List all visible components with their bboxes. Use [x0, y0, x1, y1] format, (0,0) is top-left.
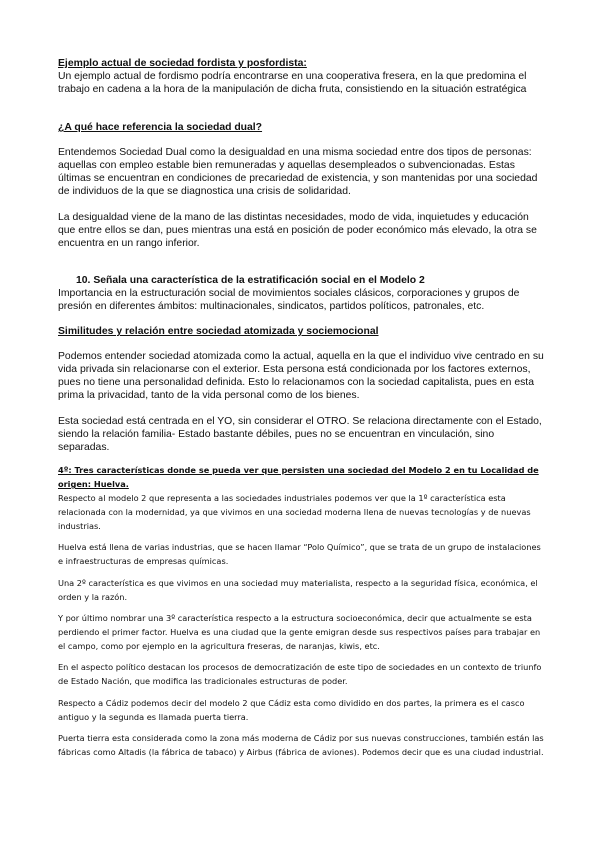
heading-fordista: Ejemplo actual de sociedad fordista y posfordista: — [58, 58, 307, 69]
paragraph-huelva-4: Y por último nombrar una 3º característica respecto a la estructura socioeconómica, decir que actualmente se esta perdiendo el primer factor. Huelva es una ciudad que la gente emigran desde sus respectivos países para trabajar en el campo, como por ejemplo en la agricultura freseras, de naranjas, kiwis, etc. — [58, 613, 541, 652]
paragraph-huelva-5: En el aspecto político destacan los procesos de democratización de este tipo de sociedades en un contexto de triunfo de Estado Nación, que modifica las tradicionales estructuras de poder. — [58, 662, 542, 687]
paragraph-atomizada-2: Esta sociedad está centrada en el YO, sin considerar el OTRO. Se relaciona directamente con el Estado, siendo la relación familia- Estado bastante débiles, pues no se encuentran en vinculación, sino separadas. — [58, 416, 542, 454]
heading-sociedad-dual: ¿A qué hace referencia la sociedad dual? — [58, 122, 263, 133]
paragraph-huelva-2: Huelva está llena de varias industrias, que se hacen llamar “Polo Químico”, que se trata de un grupo de instalaciones e infraestructuras de empresas químicas. — [58, 542, 541, 567]
paragraph-cadiz-1: Respecto a Cádiz podemos decir del modelo 2 que Cádiz esta como dividido en dos partes, la primera es el casco antiguo y la segunda es llamada puerta tierra. — [58, 698, 525, 723]
paragraph-huelva-1: Respecto al modelo 2 que representa a las sociedades industriales podemos ver que la 1º característica esta relacionada con la modernidad, ya que vivimos en una sociedad moderna llena de nuevas tecnologías y de nuevas industrias. — [58, 493, 531, 532]
heading-caracteristicas-huelva: 4º: Tres características donde se pueda ver que persisten una sociedad del Modelo 2 en tu Localidad de origen: Huelva. — [58, 465, 539, 490]
paragraph-estratificacion: Importancia en la estructuración social de movimientos sociales clásicos, corporaciones y grupos de presión en diferentes ámbitos: multinacionales, sindicatos, partidos políticos, patronales, etc. — [58, 288, 520, 313]
heading-estratificacion: 10. Señala una característica de la estratificación social en el Modelo 2 — [76, 275, 425, 286]
paragraph-huelva-3: Una 2º característica es que vivimos en una sociedad muy materialista, respecto a la seguridad física, económica, el orden y la razón. — [58, 578, 538, 603]
paragraph-atomizada-1: Podemos entender sociedad atomizada como la actual, aquella en la que el individuo vive centrado en su vida privada sin relacionarse con el exterior. Esta persona está condicionada por los factores externos, pues no tiene una personalidad definida. Esto lo relacionamos con la sociedad capitalista, pues en esta prima la privacidad, tanto de la vida personal como de los bienes. — [58, 351, 544, 402]
paragraph-cadiz-2: Puerta tierra esta considerada como la zona más moderna de Cádiz por sus nuevas construcciones, también están las fábricas como Altadis (la fábrica de tabaco) y Airbus (fábrica de aviones). Podemos decir que es una ciudad industrial. — [58, 733, 544, 758]
paragraph-sociedad-dual-1: Entendemos Sociedad Dual como la desigualdad en una misma sociedad entre dos tipos de personas: aquellas con empleo estable bien remuneradas y aquellas desempleados o subvencionadas. Estas últimas se encuentran en condiciones de precariedad de existencia, y son mantenidas por una sociedad de individuos de la que se diagnostica una crisis de solidaridad. — [58, 147, 538, 198]
paragraph-fordista: Un ejemplo actual de fordismo podría encontrarse en una cooperativa fresera, en la que predomina el trabajo en cadena a la hora de la manipulación de dicha fruta, consistiendo en la situación estratégica — [58, 71, 527, 96]
paragraph-sociedad-dual-2: La desigualdad viene de la mano de las distintas necesidades, modo de vida, inquietudes y educación que entre ellos se dan, pues mientras una está en posición de poder económico más elevado, la otra se encuentra en un rango inferior. — [58, 212, 537, 250]
heading-sociedad-atomizada: Similitudes y relación entre sociedad atomizada y sociemocional — [58, 326, 379, 337]
